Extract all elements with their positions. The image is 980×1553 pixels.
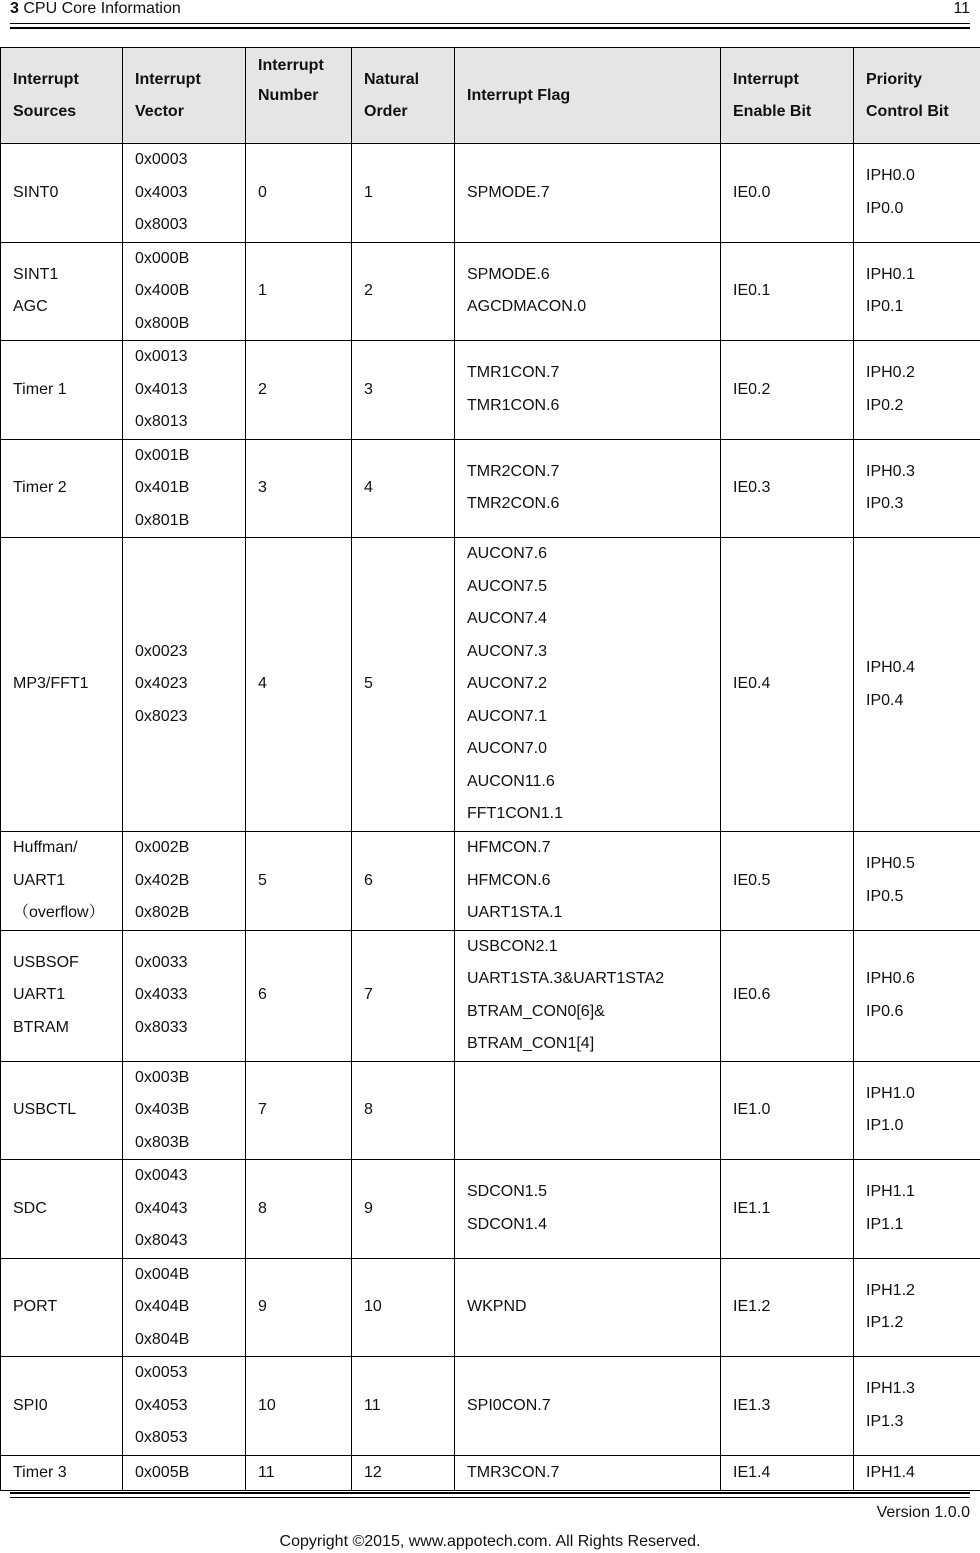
cell-enable <box>721 144 854 243</box>
cell-line: TMR1CON.6 <box>467 396 560 414</box>
cell-line: TMR3CON.7 <box>467 1463 560 1481</box>
col-header-enable: Interrupt Enable Bit <box>721 48 854 144</box>
cell-value: 9 <box>364 1199 373 1217</box>
cell-value: 0 <box>258 183 267 201</box>
col-header-vector: Interrupt Vector <box>123 48 246 144</box>
table-row <box>1 144 980 243</box>
cell-value: 4 <box>364 479 373 496</box>
cell-vector <box>123 832 246 931</box>
cell-line: 0x801B <box>135 511 190 529</box>
cell-line: IPH0.3 <box>866 462 915 480</box>
cell-line: UART1 <box>13 986 66 1004</box>
cell-line: IP1.3 <box>866 1412 904 1430</box>
cell-value: 3 <box>258 479 267 496</box>
cell-source <box>1 1160 123 1259</box>
version-label: Version 1.0.0 <box>876 1504 970 1521</box>
cell-vector <box>123 1061 246 1160</box>
cell-priority <box>854 538 980 832</box>
cell-order <box>352 1061 455 1160</box>
cell-line: IPH0.4 <box>866 659 915 676</box>
cell-source <box>1 930 123 1061</box>
cell-value: IE0.0 <box>733 183 771 201</box>
cell-line: IPH0.2 <box>866 364 915 382</box>
cell-line: SDC <box>13 1199 47 1217</box>
cell-line: 0x003B <box>135 1068 190 1086</box>
cell-line: AUCON7.3 <box>467 642 548 660</box>
cell-line: SINT1 <box>13 265 59 283</box>
cell-vector <box>123 1455 246 1490</box>
cell-line: AUCON7.0 <box>467 740 548 758</box>
cell-line: Timer 2 <box>13 479 67 496</box>
cell-value: 4 <box>258 675 267 693</box>
cell-number <box>246 242 352 341</box>
cell-enable <box>721 1455 854 1490</box>
cell-enable <box>721 1061 854 1160</box>
cell-vector <box>123 1258 246 1357</box>
header-rule-thick <box>10 27 970 29</box>
cell-line: 0x800B <box>135 314 190 332</box>
cell-flag <box>455 1455 721 1490</box>
cell-value: IE0.6 <box>733 986 771 1004</box>
cell-value: IE1.3 <box>733 1396 771 1414</box>
cell-line: IPH0.1 <box>866 265 915 283</box>
cell-line: 0x803B <box>135 1133 190 1151</box>
cell-line: 0x804B <box>135 1330 190 1348</box>
cell-line: 0x401B <box>135 479 190 496</box>
cell-enable <box>721 341 854 440</box>
cell-priority <box>854 832 980 931</box>
table-row <box>1 439 980 538</box>
cell-line: 0x4013 <box>135 380 188 398</box>
cell-order <box>352 242 455 341</box>
cell-line: 0x8033 <box>135 1018 188 1036</box>
cell-source <box>1 242 123 341</box>
cell-value: 5 <box>364 675 373 693</box>
cell-line: 0x002B <box>135 839 190 856</box>
cell-vector <box>123 930 246 1061</box>
cell-flag <box>455 341 721 440</box>
cell-line: 0x000B <box>135 249 190 267</box>
cell-value: 6 <box>258 986 267 1004</box>
cell-value: 10 <box>364 1298 382 1315</box>
table-body <box>1 144 980 1491</box>
cell-line: BTRAM <box>13 1018 69 1036</box>
cell-flag <box>455 1061 721 1160</box>
cell-priority <box>854 1258 980 1357</box>
page-header <box>10 0 970 20</box>
cell-order <box>352 341 455 440</box>
cell-enable <box>721 1160 854 1259</box>
cell-value: IE0.5 <box>733 871 771 889</box>
cell-source <box>1 538 123 832</box>
cell-line: HFMCON.6 <box>467 871 551 889</box>
cell-line: IP0.1 <box>866 298 904 316</box>
cell-line: FFT1CON1.1 <box>467 805 564 823</box>
cell-line: AGC <box>13 298 48 316</box>
cell-line: AUCON7.5 <box>467 577 548 595</box>
cell-line: 0x0003 <box>135 151 188 168</box>
table-row <box>1 832 980 931</box>
cell-line: BTRAM_CON0[6]& <box>467 1002 605 1020</box>
cell-value: IE0.1 <box>733 282 771 299</box>
cell-line: 0x403B <box>135 1101 190 1118</box>
cell-vector <box>123 439 246 538</box>
cell-line: UART1STA.1 <box>467 904 563 921</box>
cell-order <box>352 144 455 243</box>
cell-priority <box>854 144 980 243</box>
cell-line: IP0.6 <box>866 1002 904 1020</box>
cell-enable <box>721 538 854 832</box>
table-header-row <box>1 48 980 144</box>
cell-vector <box>123 242 246 341</box>
cell-priority <box>854 242 980 341</box>
cell-line: USBCTL <box>13 1101 77 1118</box>
cell-priority <box>854 1455 980 1490</box>
cell-line: IPH1.2 <box>866 1281 915 1299</box>
cell-line: SPMODE.6 <box>467 265 550 283</box>
cell-order <box>352 930 455 1061</box>
cell-line: AUCON11.6 <box>467 772 555 790</box>
cell-line: SPMODE.7 <box>467 183 550 201</box>
cell-value: 2 <box>364 282 373 299</box>
cell-enable <box>721 439 854 538</box>
cell-line: 0x8023 <box>135 707 188 725</box>
cell-vector <box>123 538 246 832</box>
cell-enable <box>721 242 854 341</box>
cell-line: USBCON2.1 <box>467 937 558 955</box>
cell-vector <box>123 1160 246 1259</box>
cell-line: UART1STA.3&UART1STA2 <box>467 970 665 987</box>
cell-enable <box>721 930 854 1061</box>
col-header-order: Natural Order <box>352 48 455 144</box>
cell-line: AUCON7.2 <box>467 675 548 693</box>
cell-flag <box>455 538 721 832</box>
cell-source <box>1 341 123 440</box>
cell-vector <box>123 1357 246 1456</box>
cell-order <box>352 538 455 832</box>
cell-priority <box>854 930 980 1061</box>
cell-line: AUCON7.6 <box>467 545 548 563</box>
footer-rule-thick <box>10 1492 970 1494</box>
cell-number <box>246 341 352 440</box>
cell-line: 0x8013 <box>135 413 188 430</box>
cell-value: 2 <box>258 380 267 398</box>
cell-line: IPH0.6 <box>866 970 915 987</box>
cell-source <box>1 144 123 243</box>
cell-line: 0x402B <box>135 871 190 889</box>
cell-line: 0x001B <box>135 446 190 464</box>
cell-line: SDCON1.4 <box>467 1215 548 1233</box>
cell-enable <box>721 1357 854 1456</box>
cell-value: IE0.3 <box>733 479 771 496</box>
cell-number <box>246 439 352 538</box>
cell-line: IP0.4 <box>866 691 904 709</box>
table-row <box>1 538 980 832</box>
cell-order <box>352 1258 455 1357</box>
cell-line: PORT <box>13 1298 58 1315</box>
cell-line: 0x4033 <box>135 986 188 1004</box>
cell-line: IPH1.3 <box>866 1380 915 1398</box>
interrupt-table <box>0 47 980 1491</box>
cell-priority <box>854 341 980 440</box>
cell-line: TMR2CON.7 <box>467 462 560 480</box>
cell-line: 0x4043 <box>135 1199 188 1217</box>
cell-line: 0x0023 <box>135 642 188 660</box>
cell-order <box>352 1455 455 1490</box>
table-row <box>1 242 980 341</box>
cell-number <box>246 1357 352 1456</box>
table-row <box>1 341 980 440</box>
section-title: CPU Core Information <box>23 0 181 17</box>
cell-value: IE1.1 <box>733 1199 771 1217</box>
section-heading <box>10 0 181 18</box>
cell-flag <box>455 832 721 931</box>
cell-flag <box>455 1357 721 1456</box>
cell-line: 0x0043 <box>135 1167 188 1184</box>
cell-line: 0x005B <box>135 1463 190 1481</box>
cell-number <box>246 930 352 1061</box>
cell-source <box>1 832 123 931</box>
cell-value: 7 <box>258 1101 267 1118</box>
cell-line: Huffman/ <box>13 839 78 856</box>
cell-value: 9 <box>258 1298 267 1315</box>
cell-enable <box>721 1258 854 1357</box>
cell-line: 0x4053 <box>135 1396 188 1414</box>
cell-line: （overflow） <box>13 904 105 921</box>
page-number: 11 <box>953 0 970 17</box>
cell-line: USBSOF <box>13 953 79 971</box>
footer-rule <box>10 1497 970 1498</box>
cell-line: IP1.1 <box>866 1215 904 1233</box>
cell-priority <box>854 439 980 538</box>
cell-flag <box>455 439 721 538</box>
cell-order <box>352 1357 455 1456</box>
cell-value: IE1.4 <box>733 1463 771 1481</box>
cell-flag <box>455 242 721 341</box>
cell-line: Timer 1 <box>13 380 67 398</box>
cell-line: SDCON1.5 <box>467 1183 548 1201</box>
cell-line: AGCDMACON.0 <box>467 298 587 316</box>
cell-line: TMR2CON.6 <box>467 495 560 513</box>
cell-value: 12 <box>364 1463 382 1481</box>
cell-line: 0x4003 <box>135 183 188 201</box>
cell-flag <box>455 1160 721 1259</box>
cell-line: HFMCON.7 <box>467 839 551 856</box>
cell-line: 0x8053 <box>135 1429 188 1446</box>
table-row <box>1 1160 980 1259</box>
cell-line: IPH1.4 <box>866 1463 915 1481</box>
col-header-number: Interrupt Number <box>246 48 352 144</box>
cell-order <box>352 1160 455 1259</box>
cell-line: IP1.2 <box>866 1314 904 1332</box>
cell-value: 5 <box>258 871 267 889</box>
cell-number <box>246 538 352 832</box>
cell-line: AUCON7.4 <box>467 610 548 628</box>
table-row <box>1 930 980 1061</box>
cell-enable <box>721 832 854 931</box>
cell-line: 0x0013 <box>135 348 188 365</box>
cell-line: 0x400B <box>135 282 190 299</box>
cell-line: IP0.2 <box>866 396 904 414</box>
col-header-priority: Priority Control Bit <box>854 48 980 144</box>
col-header-sources: Interrupt Sources <box>1 48 123 144</box>
cell-line: IPH0.0 <box>866 167 915 185</box>
cell-line: IP0.3 <box>866 495 904 513</box>
cell-line: BTRAM_CON1[4] <box>467 1035 595 1052</box>
cell-line: 0x004B <box>135 1265 190 1283</box>
cell-line: IP0.0 <box>866 199 904 217</box>
cell-value: 1 <box>258 282 267 299</box>
header-rule <box>10 23 970 24</box>
cell-value: 3 <box>364 380 373 398</box>
cell-number <box>246 144 352 243</box>
cell-value: 7 <box>364 986 373 1004</box>
cell-source <box>1 1258 123 1357</box>
table-row <box>1 1357 980 1456</box>
cell-line: UART1 <box>13 871 66 889</box>
cell-line: WKPND <box>467 1298 527 1315</box>
cell-value: 11 <box>258 1463 275 1481</box>
cell-priority <box>854 1357 980 1456</box>
cell-line: MP3/FFT1 <box>13 675 89 693</box>
cell-value: 8 <box>258 1199 267 1217</box>
cell-number <box>246 1061 352 1160</box>
cell-number <box>246 1455 352 1490</box>
cell-number <box>246 1160 352 1259</box>
cell-line: SPI0 <box>13 1396 48 1414</box>
cell-line: 0x802B <box>135 904 190 921</box>
table-row <box>1 1061 980 1160</box>
cell-line: 0x8043 <box>135 1232 188 1249</box>
cell-line: 0x404B <box>135 1298 190 1315</box>
cell-value: 8 <box>364 1101 373 1118</box>
cell-source <box>1 1455 123 1490</box>
cell-flag <box>455 144 721 243</box>
cell-flag <box>455 1258 721 1357</box>
cell-line: Timer 3 <box>13 1463 67 1481</box>
cell-number <box>246 1258 352 1357</box>
cell-value: IE0.4 <box>733 675 771 693</box>
cell-value: 11 <box>364 1396 381 1414</box>
cell-line: IPH1.1 <box>866 1183 915 1201</box>
cell-source <box>1 1357 123 1456</box>
cell-flag <box>455 930 721 1061</box>
cell-value: 6 <box>364 871 373 889</box>
cell-line: IPH1.0 <box>866 1084 915 1102</box>
cell-line: AUCON7.1 <box>467 707 548 725</box>
cell-line: 0x4023 <box>135 675 188 693</box>
cell-value: IE0.2 <box>733 380 771 398</box>
cell-line: 0x0033 <box>135 953 188 971</box>
cell-value: IE1.0 <box>733 1101 771 1118</box>
cell-line: IP0.5 <box>866 887 904 905</box>
cell-order <box>352 439 455 538</box>
cell-number <box>246 832 352 931</box>
table-row <box>1 1455 980 1490</box>
cell-vector <box>123 341 246 440</box>
table-row <box>1 1258 980 1357</box>
cell-source <box>1 1061 123 1160</box>
cell-vector <box>123 144 246 243</box>
cell-line: SINT0 <box>13 183 59 201</box>
cell-value: 10 <box>258 1396 276 1414</box>
col-header-flag: Interrupt Flag <box>455 48 721 144</box>
cell-order <box>352 832 455 931</box>
cell-value: IE1.2 <box>733 1298 771 1315</box>
cell-line: 0x8003 <box>135 216 188 233</box>
cell-line: 0x0053 <box>135 1364 188 1381</box>
cell-priority <box>854 1061 980 1160</box>
copyright-notice: Copyright ©2015, www.appotech.com. All Rights Reserved. <box>279 1533 701 1550</box>
cell-priority <box>854 1160 980 1259</box>
cell-line: SPI0CON.7 <box>467 1396 551 1414</box>
cell-source <box>1 439 123 538</box>
cell-line: IPH0.5 <box>866 855 915 873</box>
cell-line: TMR1CON.7 <box>467 364 560 382</box>
cell-value: 1 <box>364 183 373 201</box>
cell-line: IP1.0 <box>866 1117 904 1135</box>
section-number: 3 <box>10 0 19 17</box>
